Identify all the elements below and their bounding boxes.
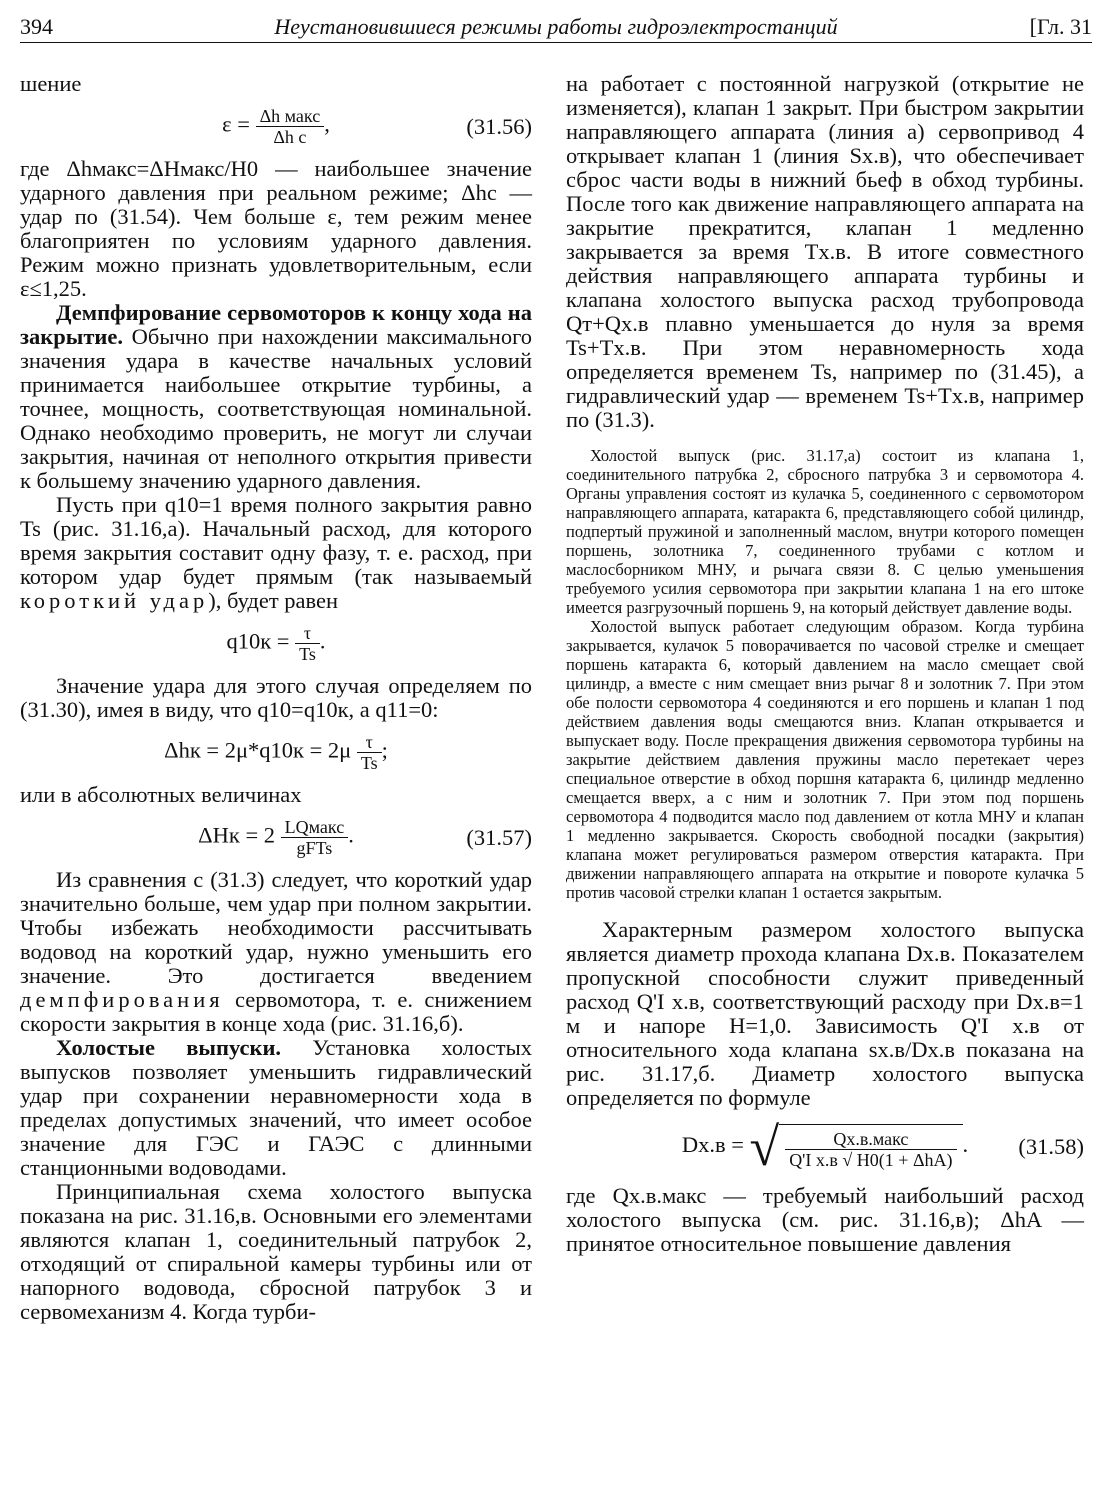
- compare-b: сервомотора, т. е. снижением скорости закрытия в конце хода (рис. 31.16,б).: [20, 987, 532, 1036]
- left-column: [20, 72, 532, 1324]
- eq-h-text: Δhк = 2μ*q10к = 2μ: [164, 737, 352, 763]
- eq-h-denominator: Ts: [360, 753, 378, 773]
- equation-31-58: Dх.в = √ $\frac{\text{Qх.в.макс}}{\text{Q'I х.в √ H0(1 + ΔhA)}}$ . (31.58): [681, 1117, 1084, 1177]
- eq-31-56-lhs: ε =: [222, 111, 250, 137]
- damping-text: Обычно при нахождении максимального значения удара в качестве начальных условий принимается наибольшее открытие турбины, а точнее, мощность, соответствующая номинальной. Однако необходимо проверить, не могут ли случаи закрытия, начиная от неполного открытия привести к большему значению ударного давления.: [20, 324, 532, 493]
- paragraph-characteristic: Характерным размером холостого выпуска является диаметр прохода клапана Dх.в. Показателем пропускной способности служит приведенный расход Q'I х.в, соответствующий расходу при Dх.в=1 м и напоре H=1,0. Зависимость Q'I х.в от относительного хода клапана sх.в/Dх.в показана на рис. 31.17,б. Диаметр холостого выпуска определяется по формуле: [566, 917, 1084, 1110]
- eq-31-56-numerator: Δh макс: [256, 106, 325, 127]
- eq-D-numerator: Qх.в.макс: [785, 1129, 956, 1150]
- paragraph-abs: или в абсолютных величинах: [20, 782, 302, 807]
- paragraph-damping: [20, 301, 532, 493]
- page-number: 394: [20, 14, 53, 39]
- paragraph-compare: [20, 868, 532, 1036]
- eq-h-numerator: τ: [357, 732, 382, 753]
- right-column: [566, 72, 1084, 1256]
- small-paragraph-1: Холостой выпуск (рис. 31.17,а) состоит из клапана 1, соединительного патрубка 2, сбросного патрубка 3 и сервомотора 4. Органы управления состоят из кулачка 5, соединенного с сервомотором направляющего аппарата, катаракта 6, представляющего собой цилиндр, подпертый пружиной и заполненный маслом, внутри которого помещен поршень, золотника 7, соединенного трубами с котлом и маслосборником МНУ, и рычага связи 8. С целью уменьшения требуемого усилия сервомотора при закрытии клапана 1 на его штоке имеется разгрузочный поршень 9, на который действует давление воды.: [566, 446, 1084, 617]
- heading-idle: Холостые выпуски.: [56, 1035, 282, 1060]
- paragraph-where-2: где Qх.в.макс — требуемый наибольший расход холостого выпуска (см. рис. 31.16,в); ΔhA — принятое относительное повышение давления: [566, 1183, 1084, 1256]
- heading-damping: Демпфирование сервомоторов к концу хода на закрытие.: [20, 300, 532, 349]
- radical-sign-icon: √: [749, 1117, 780, 1177]
- running-title: Неустановившиеся режимы работы гидроэлектростанций: [274, 14, 838, 39]
- running-header: [20, 8, 1092, 43]
- eq-31-57-tag: (31.57): [466, 824, 532, 850]
- eq-q-lhs: q10к =: [226, 628, 290, 654]
- paragraph-continuation: на работает с постоянной нагрузкой (открытие не изменяется), клапан 1 закрыт. При быстром закрытии направляющего аппарата (линия а) сервопривод 4 открывает клапан 1 (линия Sх.в), что обеспечивает сброс части воды в нижний бьеф в обход турбины. После того как движение направляющего аппарата на закрытие прекратится, клапан 1 медленно закрывается за время Tх.в. В итоге совместного действия направляющего аппарата турбины и клапана холостого выпуска расход трубопровода Qт+Qх.в плавно уменьшается до нуля за время Ts+Tх.в. При этом неравномерность хода определяется временем Ts, например по (31.45), а гидравлический удар — временем Ts+Tх.в, например по (31.3).: [566, 71, 1084, 432]
- small-paragraph-2: Холостой выпуск работает следующим образом. Когда турбина закрывается, кулачок 5 поворачивается по часовой стрелке и смещает поршень катаракта 6, который давлением на масло смещает свой цилиндр, а вместе с ним смещает вниз рычаг 8 и золотник 7. При этом обе полости сервомотора 4 соединяются и его поршень и клапан 1 под действием давления воды смещаются вниз. Клапан открывается и выпускает воду. После прекращения движения сервомотора турбины на закрытие действием давления пружины масло перетекает через специальное отверстие в обход поршня катаракта 6, цилиндр медленно смещается вверх, а с ним и золотник 7. При этом под поршень сервомотора 4 подводится масло под давлением от котла МНУ и клапан 1 медленно закрывается. Скорость свободной посадки (закрытия) клапана может регулироваться размером отверстия катаракта. При движении направляющего аппарата на открытие и повороте кулачка 5 против часовой стрелки клапан 1 остается закрытым.: [566, 617, 1084, 902]
- eq-D-fraction: [785, 1129, 956, 1170]
- eq-h-fraction: [357, 732, 382, 773]
- paragraph-idle: [20, 1036, 532, 1180]
- chapter-marker: [Гл. 31: [1029, 14, 1092, 39]
- equation-31-57: ΔHк = 2 $\frac{\text{LQмакс}}{\text{gFTs}}$ . (31.57): [198, 817, 532, 858]
- compare-a: Из сравнения с (31.3) следует, что короткий удар значительно больше, чем удар при полном закрытии. Чтобы избежать необходимости рассчитывать водовод на короткий удар, нужно уменьшить его значение. Это достигается введением: [20, 867, 532, 988]
- eq-H-lhs: ΔHк = 2: [198, 822, 276, 848]
- eq-H-numerator: LQмакс: [281, 817, 349, 838]
- eq-31-56-denominator: Δh с: [273, 127, 307, 147]
- idle-text: Установка холостых выпусков позволяет уменьшить гидравлический удар при сохранении неравномерности хода в пределах допустимых значений, что имеет особое значение для ГЭС и ГАЭС с длинными станционными водоводами.: [20, 1035, 532, 1180]
- let-end: ), будет равен: [208, 588, 339, 613]
- equation-dhk: Δhк = 2μ*q10к = 2μ $\frac{\tau}{Ts}$ ;: [164, 732, 388, 773]
- paragraph-principal: Принципиальная схема холостого выпуска показана на рис. 31.16,в. Основными его элементами являются клапан 1, соединительный патрубок 2, отходящий от спиральной камеры турбины или от напорного водовода, сбросной патрубок 3 и сервомеханизм 4. Когда турби-: [20, 1179, 532, 1324]
- eq-H-fraction: [281, 817, 349, 858]
- eq-q-numerator: τ: [295, 623, 320, 644]
- paragraph-where: где Δhмакс=ΔHмакс/H0 — наибольшее значение ударного давления при реальном режиме; Δhс — удар по (31.54). Чем больше ε, тем режим менее благоприятен по условиям ударного давления. Режим можно признать удовлетворительным, если ε≤1,25.: [20, 156, 532, 301]
- eq-D-lhs: Dх.в =: [681, 1132, 744, 1158]
- equation-q10k: q10к = $\frac{\tau}{Ts}$ .: [226, 623, 326, 664]
- eq-31-56-fraction: [256, 106, 325, 147]
- eq-D-denominator: Q'I х.в √ H0(1 + ΔhA): [789, 1150, 953, 1170]
- let-text: Пусть при q10=1 время полного закрытия равно Ts (рис. 31.16,а). Начальный расход, для которого время закрытия составит одну фазу, т. е. расход, при котором удар будет прямым (так называемый: [20, 492, 532, 589]
- eq-q-denominator: Ts: [299, 644, 316, 664]
- eq-q-fraction: [295, 623, 320, 664]
- small-print-block: [566, 446, 1084, 902]
- eq-31-58-tag: (31.58): [1018, 1134, 1084, 1159]
- eq-31-56-tag: (31.56): [466, 113, 532, 139]
- short-spaced: короткий удар: [20, 588, 209, 613]
- eq-D-radicand: [779, 1124, 962, 1170]
- damp-spaced: демпфирования: [20, 987, 224, 1012]
- equation-31-56: ε = $\frac{\text{Δh макс}}{\text{Δh с}}$ , (31.56): [222, 106, 532, 147]
- paragraph-shenie: шение: [20, 71, 82, 96]
- paragraph-let: [20, 493, 532, 613]
- paragraph-value: Значение удара для этого случая определяем по (31.30), имея в виду, что q10=q10к, а q11=0:: [20, 673, 532, 722]
- eq-H-denominator: gFTs: [296, 838, 333, 858]
